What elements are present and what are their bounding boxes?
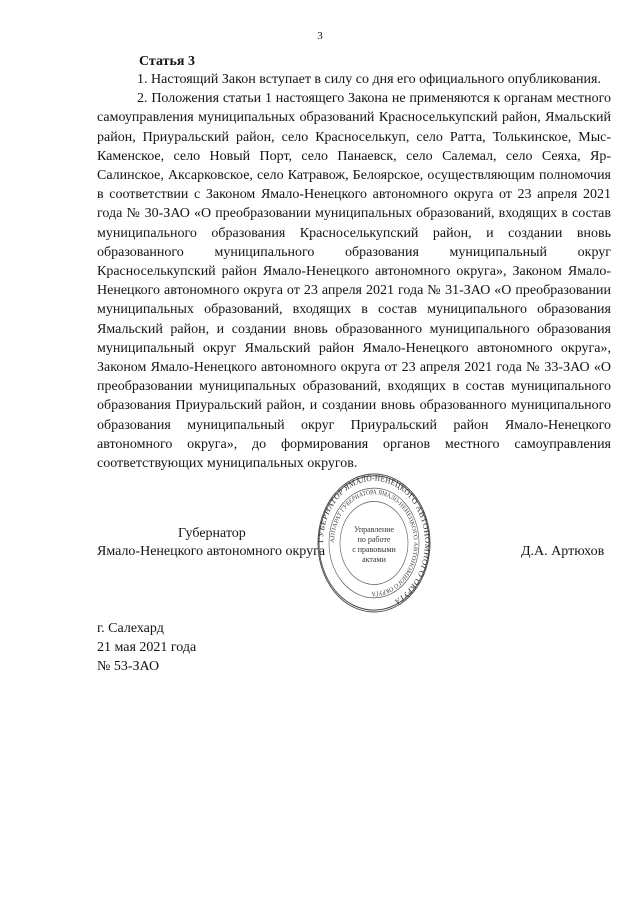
seal-center-line-2: по работе: [357, 535, 391, 544]
seal-center-line-3: с правовыми: [352, 545, 396, 554]
seal-center-line-1: Управление: [353, 525, 395, 534]
page-number: 3: [317, 30, 323, 42]
seal-center-line-4: актами: [362, 555, 386, 564]
article-title: Статья 3: [139, 54, 195, 69]
signatory-title: Губернатор: [178, 526, 246, 541]
signatory-region: Ямало-Ненецкого автономного округа: [97, 544, 326, 559]
place-of-signing: г. Салехард: [97, 621, 164, 636]
paragraph-2: 2. Положения статьи 1 настоящего Закона не применяются к органам местного самоуправления муниципальных образований Красноселькупский район, Ямальский район, Приуральский район, село Красноселькуп, село Ратта, Толькинское, Мыс-Каменское, село Новый Порт, село Панаевск, село Салемал, село Сеяха, Яр-Салинское, Аксарковское, село Катравож, Белоярское, осуществляющим полномочия в соответствии с Законом Ямало-Ненецкого автономного округа от 23 апреля 2021 года № 30-ЗАО «О преобразовании муниципальных образований, входящих в состав муниципального образования Красноселькупский район, и создании вновь образованного муниципального образования муниципальный округ Красноселькупский район Ямало-Ненецкого автономного округа», Законом Ямало-Ненецкого автономного округа от 23 апреля 2021 года № 31-ЗАО «О преобразовании муниципальных образований, входящих в состав муниципального образования Ямальский район, и создании вновь образованного муниципального образования муниципальный округ Ямальский район Ямало-Ненецкого автономного округа», Законом Ямало-Ненецкого автономного округа от 23 апреля 2021 года № 33-ЗАО «О преобразовании муниципальных образований, входящих в состав муниципального образования Приуральский район, и создании вновь образованного муниципального образования муниципальный округ Приуральский район Ямало-Ненецкого автономного округа», до формирования органов местного самоуправления соответствующих муниципальных округов.: [97, 91, 611, 472]
seal-outer-text: ГУБЕРНАТОР ЯМАЛО-НЕНЕЦКОГО АВТОНОМНОГО ОКРУГА: [317, 473, 431, 608]
signatory-name: Д.А. Артюхов: [521, 544, 605, 559]
article-body: [97, 70, 611, 473]
official-seal: [317, 472, 431, 614]
seal-inner-text: АППАРАТ ГУБЕРНАТОРА ЯМАЛО-НЕНЕЦКОГО АВТОНОМНОГО ОКРУГА: [329, 488, 419, 598]
law-number: № 53-ЗАО: [97, 659, 160, 674]
date-of-signing: 21 мая 2021 года: [97, 640, 197, 655]
paragraph-1: 1. Настоящий Закон вступает в силу со дня его официального опубликования.: [137, 72, 601, 87]
